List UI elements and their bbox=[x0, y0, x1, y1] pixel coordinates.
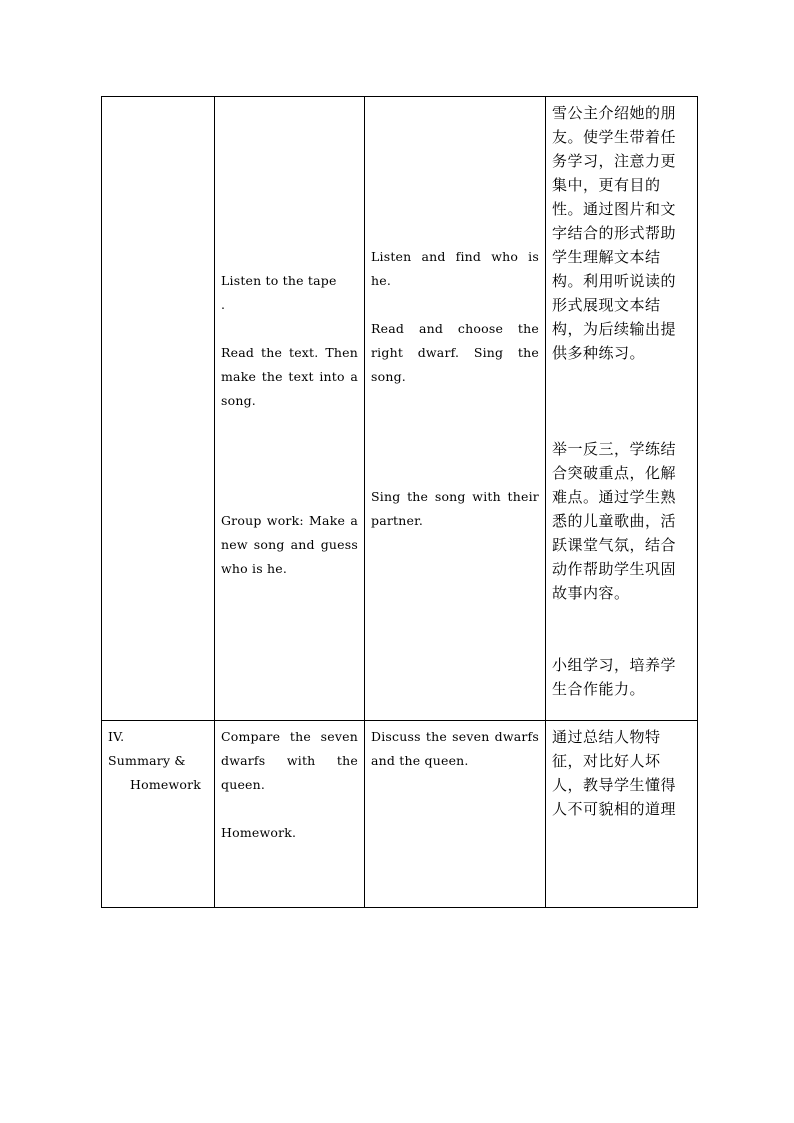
purpose-cell bbox=[546, 97, 698, 721]
read-text-activity: Read the text. Then make the text into a song. bbox=[221, 345, 358, 408]
discuss-activity: Discuss the seven dwarfs and the queen. bbox=[371, 729, 539, 768]
stage-number: IV. bbox=[108, 729, 125, 744]
listen-tape-text: Listen to the tape bbox=[221, 273, 337, 288]
homework-activity: Homework. bbox=[221, 825, 297, 840]
stage-title-line1: Summary & bbox=[108, 753, 186, 768]
stage-title-line2: Homework bbox=[130, 777, 202, 792]
listen-find-activity: Listen and find who is he. bbox=[371, 249, 539, 288]
purpose-cell bbox=[546, 721, 698, 908]
teacher-activity-cell bbox=[215, 97, 365, 721]
read-choose-activity: Read and choose the right dwarf. Sing the song. bbox=[371, 321, 539, 384]
stage-cell-empty bbox=[102, 97, 215, 721]
sing-song-activity: Sing the song with their partner. bbox=[371, 489, 539, 528]
purpose-summary-text: 通过总结人物特征，对比好人坏人，教导学生懂得人不可貌相的道理 bbox=[552, 728, 677, 818]
table-row bbox=[102, 721, 698, 908]
stage-cell bbox=[102, 721, 215, 908]
purpose-intro-text: 雪公主介绍她的朋友。使学生带着任务学习，注意力更集中，更有目的性。通过图片和文字结合的形式帮助学生理解文本结构。利用听说读的形式展现文本结构，为后续输出提供多种练习。 bbox=[552, 104, 677, 362]
teacher-activity-cell bbox=[215, 721, 365, 908]
table-row bbox=[102, 97, 698, 721]
lesson-plan-table bbox=[101, 96, 698, 908]
student-activity-cell bbox=[365, 721, 546, 908]
student-activity-cell bbox=[365, 97, 546, 721]
purpose-practice-text: 举一反三，学练结合突破重点，化解难点。通过学生熟悉的儿童歌曲，活跃课堂气氛，结合动作帮助学生巩固故事内容。 bbox=[552, 440, 677, 602]
purpose-group-text: 小组学习，培养学生合作能力。 bbox=[552, 656, 677, 698]
compare-activity: Compare the seven dwarfs with the queen. bbox=[221, 729, 358, 792]
listen-tape-period: . bbox=[221, 297, 226, 312]
group-work-activity: Group work: Make a new song and guess who is he. bbox=[221, 513, 358, 576]
